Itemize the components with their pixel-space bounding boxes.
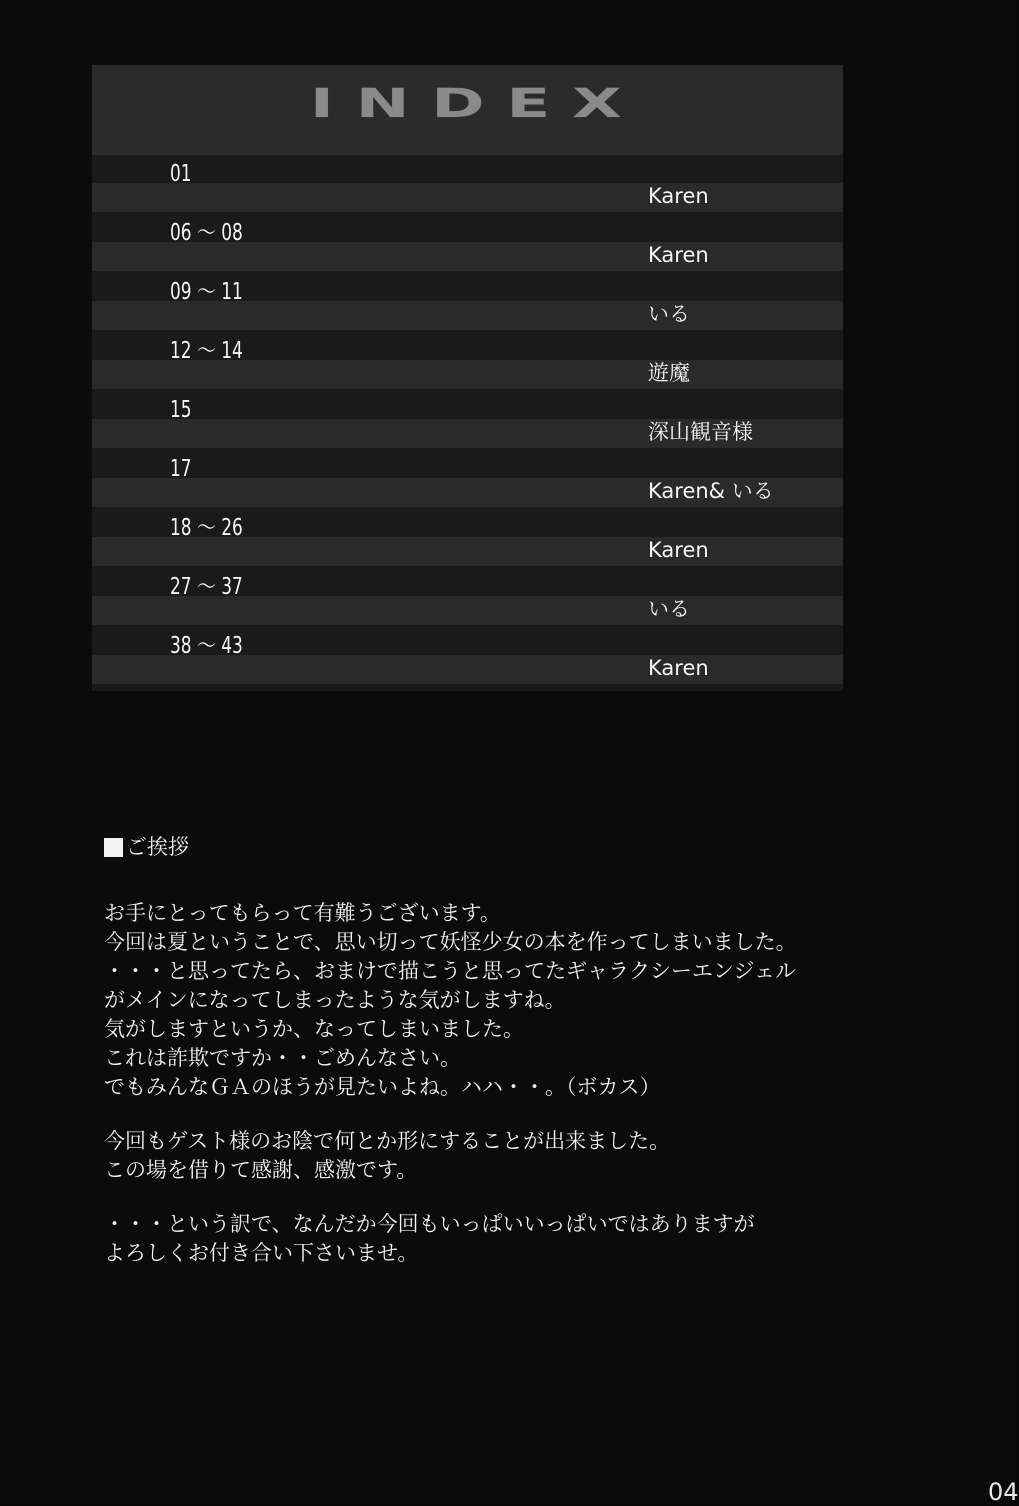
greeting-line: 今回もゲスト様のお陰で何とか形にすることが出来ました。 (104, 1129, 671, 1153)
greeting-line: でもみんなＧＡのほうが見たいよね。ハハ・・。（ボカス） (104, 1075, 661, 1099)
page-number: 04 (988, 1478, 1019, 1506)
index-author: Karen& いる (648, 479, 774, 503)
greeting-line: よろしくお付き合い下さいませ。 (104, 1241, 419, 1265)
index-pages: 06 ～ 08 (170, 220, 243, 246)
index-author: 深山観音様 (648, 420, 753, 444)
greeting-heading (104, 832, 924, 862)
index-row (92, 278, 843, 337)
index-row (92, 337, 843, 396)
greeting-section (104, 832, 924, 1293)
greeting-line: これは詐欺ですか・・ごめんなさい。 (104, 1046, 461, 1070)
greeting-heading-text: ご挨拶 (126, 835, 189, 859)
black-square-icon (104, 838, 123, 857)
greeting-paragraph (104, 899, 924, 1102)
index-row (92, 632, 843, 691)
index-author: いる (648, 302, 690, 326)
index-pages: 09 ～ 11 (170, 279, 243, 305)
greeting-paragraph (104, 1127, 924, 1185)
index-author: 遊魔 (648, 361, 690, 385)
index-author: Karen (648, 184, 709, 208)
greeting-line: この場を借りて感謝、感激です。 (104, 1158, 418, 1182)
index-pages: 01 (170, 161, 192, 187)
index-row (92, 514, 843, 573)
greeting-line: がメインになってしまったような気がしますね。 (104, 988, 566, 1012)
index-pages: 27 ～ 37 (170, 574, 243, 600)
index-author: Karen (648, 538, 709, 562)
index-author: Karen (648, 656, 709, 680)
greeting-body (104, 899, 924, 1268)
greeting-line: ・・・と思ってたら、おまけで描こうと思ってたギャラクシーエンジェル (104, 959, 797, 983)
index-row (92, 219, 843, 278)
index-pages: 38 ～ 43 (170, 633, 243, 659)
greeting-line: ・・・という訳で、なんだか今回もいっぱいいっぱいではありますが (104, 1212, 755, 1236)
greeting-line: 気がしますというか、なってしまいました。 (104, 1017, 524, 1041)
index-title: INDEX (310, 81, 644, 127)
index-row (92, 396, 843, 455)
index-header (92, 65, 843, 155)
index-pages: 18 ～ 26 (170, 515, 243, 541)
index-row (92, 160, 843, 219)
greeting-line: 今回は夏ということで、思い切って妖怪少女の本を作ってしまいました。 (104, 930, 797, 954)
index-row (92, 573, 843, 632)
index-row (92, 455, 843, 514)
index-pages: 17 (170, 456, 192, 482)
index-author: Karen (648, 243, 709, 267)
index-pages: 15 (170, 397, 192, 423)
index-pages: 12 ～ 14 (170, 338, 243, 364)
index-author: いる (648, 597, 690, 621)
greeting-line: お手にとってもらって有難うございます。 (104, 901, 501, 925)
greeting-paragraph (104, 1210, 924, 1268)
index-table (92, 65, 843, 691)
